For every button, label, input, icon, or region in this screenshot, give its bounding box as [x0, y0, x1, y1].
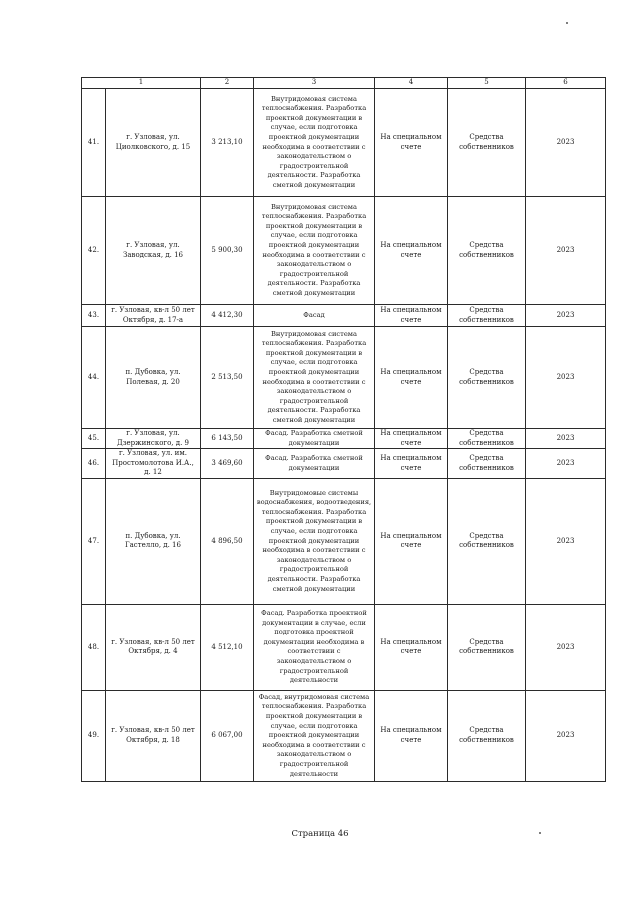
- area-cell: 6 143,50: [201, 429, 254, 449]
- works-cell: Фасад: [254, 305, 375, 327]
- works-cell: Внутридомовая система теплоснабжения. Разработка проектной документации в случае, если подготовка проектной документации необходима в соответствии с законодательством о градостроительной деятельности. Разработка сметной документации: [254, 89, 375, 197]
- funding-source-cell: Средства собственников: [448, 604, 526, 690]
- year-cell: 2023: [526, 89, 606, 197]
- account-cell: На специальном счете: [375, 89, 448, 197]
- funding-source-cell: Средства собственников: [448, 197, 526, 305]
- funding-source-cell: Средства собственников: [448, 429, 526, 449]
- area-cell: 4 512,10: [201, 604, 254, 690]
- year-cell: 2023: [526, 429, 606, 449]
- area-cell: 6 067,00: [201, 690, 254, 781]
- table-row: [82, 305, 606, 327]
- funding-source-cell: Средства собственников: [448, 305, 526, 327]
- funding-source-cell: Средства собственников: [448, 449, 526, 479]
- header-cell-2: 2: [201, 78, 254, 89]
- works-cell: Фасад. Разработка сметной документации: [254, 429, 375, 449]
- table-row: [82, 449, 606, 479]
- table-row: [82, 690, 606, 781]
- account-cell: На специальном счете: [375, 197, 448, 305]
- table-row: [82, 327, 606, 429]
- header-cell-1: 1: [82, 78, 201, 89]
- scan-speck: [539, 832, 541, 834]
- capital-repair-table: [81, 77, 606, 782]
- row-number: 48.: [82, 604, 106, 690]
- area-cell: 4 412,30: [201, 305, 254, 327]
- works-cell: Фасад. Разработка сметной документации: [254, 449, 375, 479]
- year-cell: 2023: [526, 478, 606, 604]
- account-cell: На специальном счете: [375, 604, 448, 690]
- year-cell: 2023: [526, 327, 606, 429]
- area-cell: 3 469,60: [201, 449, 254, 479]
- row-number: 43.: [82, 305, 106, 327]
- address-cell: г. Узловая, кв-л 50 лет Октября, д. 17-а: [106, 305, 201, 327]
- table-row: [82, 478, 606, 604]
- scan-speck: [566, 22, 568, 24]
- account-cell: На специальном счете: [375, 478, 448, 604]
- address-cell: г. Узловая, ул. им. Простомолотова И.А., д. 12: [106, 449, 201, 479]
- year-cell: 2023: [526, 305, 606, 327]
- header-cell-6: 6: [526, 78, 606, 89]
- column-number-row: [82, 78, 606, 89]
- address-cell: г. Узловая, ул. Циолковского, д. 15: [106, 89, 201, 197]
- works-cell: Внутридомовые системы водоснабжения, водоотведения, теплоснабжения. Разработка проектной документации в случае, если подготовка проектной документации необходима в соответствии с законодательством о градостроительной деятельности. Разработка сметной документации: [254, 478, 375, 604]
- works-cell: Фасад, внутридомовая система теплоснабжения. Разработка проектной документации в случае, если подготовка проектной документации необходима в соответствии с законодательством о градостроительной деятельности: [254, 690, 375, 781]
- row-number: 46.: [82, 449, 106, 479]
- account-cell: На специальном счете: [375, 327, 448, 429]
- funding-source-cell: Средства собственников: [448, 89, 526, 197]
- area-cell: 2 513,50: [201, 327, 254, 429]
- address-cell: г. Узловая, ул. Дзержинского, д. 9: [106, 429, 201, 449]
- account-cell: На специальном счете: [375, 690, 448, 781]
- funding-source-cell: Средства собственников: [448, 478, 526, 604]
- table-row: [82, 429, 606, 449]
- area-cell: 4 896,50: [201, 478, 254, 604]
- header-cell-5: 5: [448, 78, 526, 89]
- area-cell: 3 213,10: [201, 89, 254, 197]
- address-cell: г. Узловая, ул. Заводская, д. 16: [106, 197, 201, 305]
- works-cell: Внутридомовая система теплоснабжения. Разработка проектной документации в случае, если подготовка проектной документации необходима в соответствии с законодательством о градостроительной деятельности. Разработка сметной документации: [254, 327, 375, 429]
- row-number: 47.: [82, 478, 106, 604]
- year-cell: 2023: [526, 690, 606, 781]
- row-number: 41.: [82, 89, 106, 197]
- address-cell: п. Дубовка, ул. Гастелло, д. 16: [106, 478, 201, 604]
- row-number: 42.: [82, 197, 106, 305]
- table-row: [82, 89, 606, 197]
- row-number: 44.: [82, 327, 106, 429]
- page-number: Страница 46: [291, 829, 349, 839]
- funding-source-cell: Средства собственников: [448, 327, 526, 429]
- table-row: [82, 604, 606, 690]
- year-cell: 2023: [526, 449, 606, 479]
- row-number: 45.: [82, 429, 106, 449]
- address-cell: п. Дубовка, ул. Полевая, д. 20: [106, 327, 201, 429]
- account-cell: На специальном счете: [375, 449, 448, 479]
- year-cell: 2023: [526, 197, 606, 305]
- works-cell: Фасад. Разработка проектной документации в случае, если подготовка проектной документации необходима в соответствии с законодательством о градостроительной деятельности: [254, 604, 375, 690]
- address-cell: г. Узловая, кв-л 50 лет Октября, д. 4: [106, 604, 201, 690]
- header-cell-3: 3: [254, 78, 375, 89]
- header-cell-4: 4: [375, 78, 448, 89]
- account-cell: На специальном счете: [375, 305, 448, 327]
- table-row: [82, 197, 606, 305]
- address-cell: г. Узловая, кв-л 50 лет Октября, д. 18: [106, 690, 201, 781]
- row-number: 49.: [82, 690, 106, 781]
- area-cell: 5 900,30: [201, 197, 254, 305]
- year-cell: 2023: [526, 604, 606, 690]
- account-cell: На специальном счете: [375, 429, 448, 449]
- funding-source-cell: Средства собственников: [448, 690, 526, 781]
- works-cell: Внутридомовая система теплоснабжения. Разработка проектной документации в случае, если подготовка проектной документации необходима в соответствии с законодательством о градостроительной деятельности. Разработка сметной документации: [254, 197, 375, 305]
